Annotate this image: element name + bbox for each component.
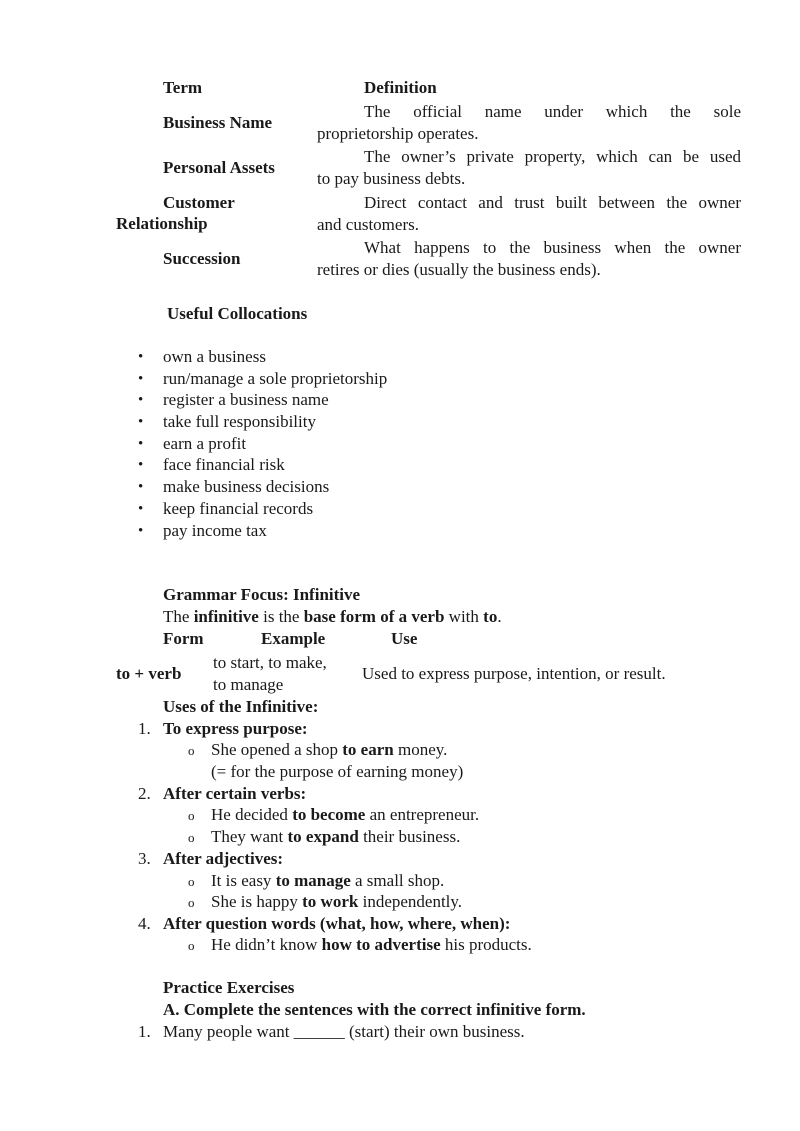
- definition-personal-assets: [317, 146, 741, 190]
- list-item: • pay income tax: [138, 520, 387, 542]
- collocations-heading: Useful Collocations: [167, 304, 308, 323]
- example-text: She opened a shop: [211, 740, 343, 759]
- grammar-table-form: to + verb: [116, 664, 182, 683]
- list-item: • earn a profit: [138, 433, 387, 455]
- circle-bullet-icon: o: [188, 743, 195, 758]
- example-text: money.: [393, 740, 448, 759]
- grammar-table-example-line2: to manage: [213, 675, 284, 694]
- definition-line: The owner’s private property, which can be used: [364, 147, 741, 166]
- example-text: a small shop.: [350, 871, 445, 890]
- use-title: After adjectives:: [163, 849, 284, 868]
- grammar-table-header-example: Example: [261, 629, 326, 648]
- example-bold: to earn: [342, 740, 394, 759]
- definition-line: What happens to the business when the owner: [364, 238, 741, 257]
- use-title: After question words (what, how, where, when):: [163, 914, 511, 933]
- practice-heading: Practice Exercises: [163, 978, 295, 997]
- use-title: After certain verbs:: [163, 784, 307, 803]
- example-bold: to become: [292, 805, 366, 824]
- question-number: 1.: [138, 1022, 151, 1041]
- use-number: 1.: [138, 719, 151, 738]
- example-text: It is easy: [211, 871, 276, 890]
- example-text: She is happy: [211, 892, 303, 911]
- term-business-name: Business Name: [163, 113, 273, 132]
- use-number: 4.: [138, 914, 151, 933]
- list-item: • face financial risk: [138, 454, 387, 476]
- grammar-table-use: Used to express purpose, intention, or result.: [362, 664, 666, 683]
- example-text: He didn’t know: [211, 935, 322, 954]
- example-text: They want: [211, 827, 288, 846]
- grammar-table-example-line1: to start, to make,: [213, 653, 327, 672]
- definition-succession: [317, 237, 741, 281]
- list-item: • make business decisions: [138, 476, 387, 498]
- example-text: He decided: [211, 805, 293, 824]
- uses-heading: Uses of the Infinitive:: [163, 697, 319, 716]
- term-customer-line1: Customer: [163, 193, 235, 212]
- grammar-table-header-form: Form: [163, 629, 204, 648]
- grammar-table-header-use: Use: [391, 629, 418, 648]
- definition-line: Direct contact and trust built between the owner: [364, 193, 741, 212]
- circle-bullet-icon: o: [188, 874, 195, 889]
- list-item: • register a business name: [138, 389, 387, 411]
- definition-customer-relationship: [317, 192, 741, 236]
- intro-text: The: [163, 607, 194, 626]
- grammar-heading: Grammar Focus: Infinitive: [163, 585, 361, 604]
- example-text: an entrepreneur.: [365, 805, 480, 824]
- definition-business-name: [317, 101, 741, 145]
- use-number: 3.: [138, 849, 151, 868]
- list-item: • keep financial records: [138, 498, 387, 520]
- table-header-term: Term: [163, 78, 203, 97]
- example-bold: to manage: [275, 871, 351, 890]
- use-title: To express purpose:: [163, 719, 308, 738]
- intro-text: with: [444, 607, 484, 626]
- intro-bold: to: [483, 607, 498, 626]
- definition-line: to pay business debts.: [317, 169, 466, 188]
- definition-line: and customers.: [317, 215, 419, 234]
- definition-line: proprietorship operates.: [317, 124, 479, 143]
- intro-bold: base form of a verb: [303, 607, 445, 626]
- grammar-intro: [163, 606, 502, 628]
- example-bold: to work: [302, 892, 359, 911]
- list-item: • own a business: [138, 346, 387, 368]
- use-number: 2.: [138, 784, 151, 803]
- example-note: (= for the purpose of earning money): [211, 762, 464, 781]
- table-header-definition: Definition: [364, 78, 437, 97]
- circle-bullet-icon: o: [188, 938, 195, 953]
- intro-text: is the: [258, 607, 304, 626]
- collocations-list: [138, 346, 387, 541]
- circle-bullet-icon: o: [188, 808, 195, 823]
- example-text: his products.: [440, 935, 532, 954]
- example-text: their business.: [358, 827, 461, 846]
- list-item: • take full responsibility: [138, 411, 387, 433]
- example-text: independently.: [358, 892, 463, 911]
- definition-line: retires or dies (usually the business ends).: [317, 260, 601, 279]
- list-item: • run/manage a sole proprietorship: [138, 368, 387, 390]
- intro-bold: infinitive: [193, 607, 259, 626]
- circle-bullet-icon: o: [188, 830, 195, 845]
- intro-text: .: [497, 607, 502, 626]
- definition-line: The official name under which the sole: [364, 102, 741, 121]
- term-personal-assets: Personal Assets: [163, 158, 275, 177]
- term-customer-line2: Relationship: [116, 214, 208, 233]
- practice-section-a: A. Complete the sentences with the correct infinitive form.: [163, 1000, 586, 1019]
- question-text: Many people want ______ (start) their own business.: [163, 1022, 525, 1041]
- example-bold: to expand: [287, 827, 359, 846]
- example-bold: how to advertise: [321, 935, 441, 954]
- circle-bullet-icon: o: [188, 895, 195, 910]
- term-succession: Succession: [163, 249, 241, 268]
